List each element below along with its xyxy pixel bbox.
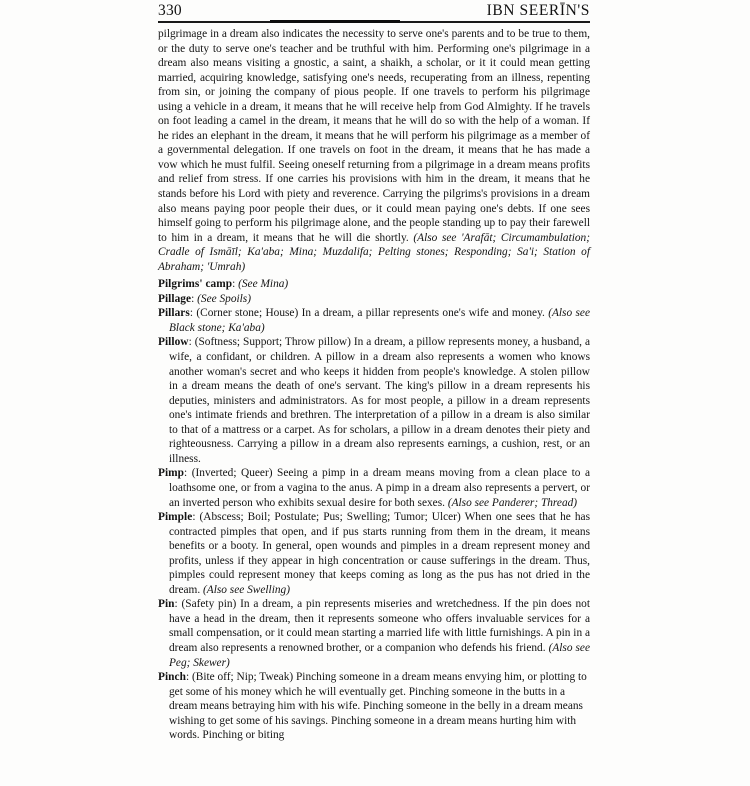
entry-pimple (158, 510, 590, 597)
entry-synonyms: (Abscess; Boil; Postulate; Pus; Swelling; Tumor; Ulcer) (199, 511, 465, 524)
entry-pinch (158, 670, 590, 743)
entry-pillage (158, 292, 590, 307)
running-title: IBN SEERĪN'S (486, 2, 590, 19)
entry-separator: : (184, 467, 192, 480)
entry-separator: : (188, 336, 195, 349)
entry-synonyms: (Corner stone; House) (196, 307, 302, 320)
entry-headword: Pimp (158, 467, 185, 480)
entry-text: In a dream, a pin represents miseries and wretchedness. If the pin does not have a head in the dream, then it represents someone who offers invaluable services for a small compensation, or it could mean starting a married life with little furnishings. A pin in a dream also represents a renowned brother, or a companion who defends his friend. (169, 598, 590, 654)
entry-headword: Pin (158, 598, 175, 611)
continued-paragraph (158, 27, 590, 274)
header-rule (158, 21, 590, 23)
entry-headword: Pilgrims' camp (158, 278, 233, 291)
entry-cross-reference: (See Mina) (238, 278, 289, 291)
text-column (158, 27, 590, 743)
entry-cross-reference: (Also see Panderer; Thread) (447, 496, 578, 509)
entry-headword: Pimple (158, 511, 193, 524)
entry-pin (158, 597, 590, 670)
entry-pimp (158, 466, 590, 510)
entry-pilgrims-camp (158, 277, 590, 292)
entry-synonyms: (Softness; Support; Throw pillow) (194, 336, 354, 349)
entry-text: In a dream, a pillow represents money, a husband, a wife, a confidant, or children. A pillow in a dream also represents a women who knows another woman's secret and who keeps it hidden from people's knowledge. A stolen pillow in a dream means the death of one's servant. The king's pillow in a dream represents his deputies, ministers and administrators. As for most people, a pillow in a dream represents one's intimate friends and brethren. The interpretation of a pillow in a dream is also similar to that of a mattress or a carpet. As for scholars, a pillow in a dream denotes their piety and righteousness. Carrying a pillow in a dream also represents earnings, a cushion, rest, or an illness. (169, 336, 590, 465)
entry-synonyms: (Bite off; Nip; Tweak) (191, 671, 296, 684)
entry-pillars (158, 306, 590, 335)
entry-cross-reference: (See Spoils) (197, 292, 251, 305)
running-head (158, 2, 590, 22)
page-number: 330 (158, 2, 182, 19)
entry-headword: Pillow (158, 336, 189, 349)
entry-separator: : (174, 598, 182, 611)
entry-headword: Pillage (158, 292, 192, 305)
entry-synonyms: (Inverted; Queer) (191, 467, 278, 480)
entry-cross-reference: (Also see Peg; Skewer) (169, 641, 591, 669)
entry-separator: : (192, 511, 200, 524)
entry-separator: : (189, 307, 197, 320)
entry-cross-reference: (Also see Swelling) (203, 583, 290, 596)
entry-separator: : (191, 292, 198, 305)
entry-separator: : (232, 278, 239, 291)
entry-separator: : (185, 671, 192, 684)
entry-pillow (158, 335, 590, 466)
entry-headword: Pillars (158, 307, 190, 320)
entry-synonyms: (Safety pin) (181, 598, 241, 611)
entry-text: In a dream, a pillar represents one's wife and money. (301, 307, 549, 320)
continued-paragraph-cross-reference: (Also see 'Arafāt; Circumambulation; Cradle of Ismāīl; Ka'aba; Mina; Muzdalifa; Pelting stones; Responding; Sa'i; Station of Abraham; 'Umrah) (158, 231, 591, 273)
entry-text: Pinching someone in a dream means envying him, or plotting to get some of his money which he will eventually get. Pinching someone in the butts in a dream means betraying him with his wife. Pinching someone in the belly in a dream means wishing to get some of his savings. Pinching someone in a dream means hurting him with words. Pinching or biting (169, 671, 587, 742)
entry-cross-reference: (Also see Black stone; Ka'aba) (169, 307, 590, 334)
continued-paragraph-text: pilgrimage in a dream also indicates the necessity to serve one's parents and to be true to them, or the duty to serve one's teacher and be truthful with him. Performing one's pilgrimage in a dream also means visiting a gnostic, a saint, a shaikh, a scholar, or it it could mean getting married, acquiring knowledge, satisfying one's needs, recuperating from an illness, repenting from sin, or joining the company of pious people. If one travels to perform his pilgrimage using a vehicle in a dream, it means that he will receive help from God Almighty. If he travels on foot leading a camel in the dream, it means that he will do so with the help of a woman. If he rides an elephant in the dream, it means that he will perform his pilgrimage as a member of a governmental delegation. If one travels on foot in the dream, it means that he has made a vow which he must fulfil. Seeing oneself returning from a pilgrimage in a dream means profits and relief from stress. If one carries his provisions with him in the dream, it means that he stands before his Lord with piety and reverence. Carrying the pilgrims's provisions in a dream also means paying poor people their dues, or it could mean paying one's debts. If one sees himself going to perform his pilgrimage alone, and the people standing up to pay their farewell to him in a dream, it means that he will die shortly. (158, 28, 590, 244)
entry-text: Seeing a pimp in a dream means moving from a clean place to a loathsome one, or from a vagina to the anus. A pimp in a dream also represents a pervert, or an inverted person who exhibits sexual desire for both sexes. (169, 467, 590, 509)
entry-text: When one sees that he has contracted pimples that open, and if pus starts running from them in the dream, it means benefits or a booty. In general, open wounds and pimples in a dream represent money and profits, unless if they appear in high concentration or cause sufferings in the dream. Thus, pimples could represent money that keeps coming as long as the pus has not dried in the dream. (169, 511, 590, 596)
entry-headword: Pinch (158, 671, 186, 684)
